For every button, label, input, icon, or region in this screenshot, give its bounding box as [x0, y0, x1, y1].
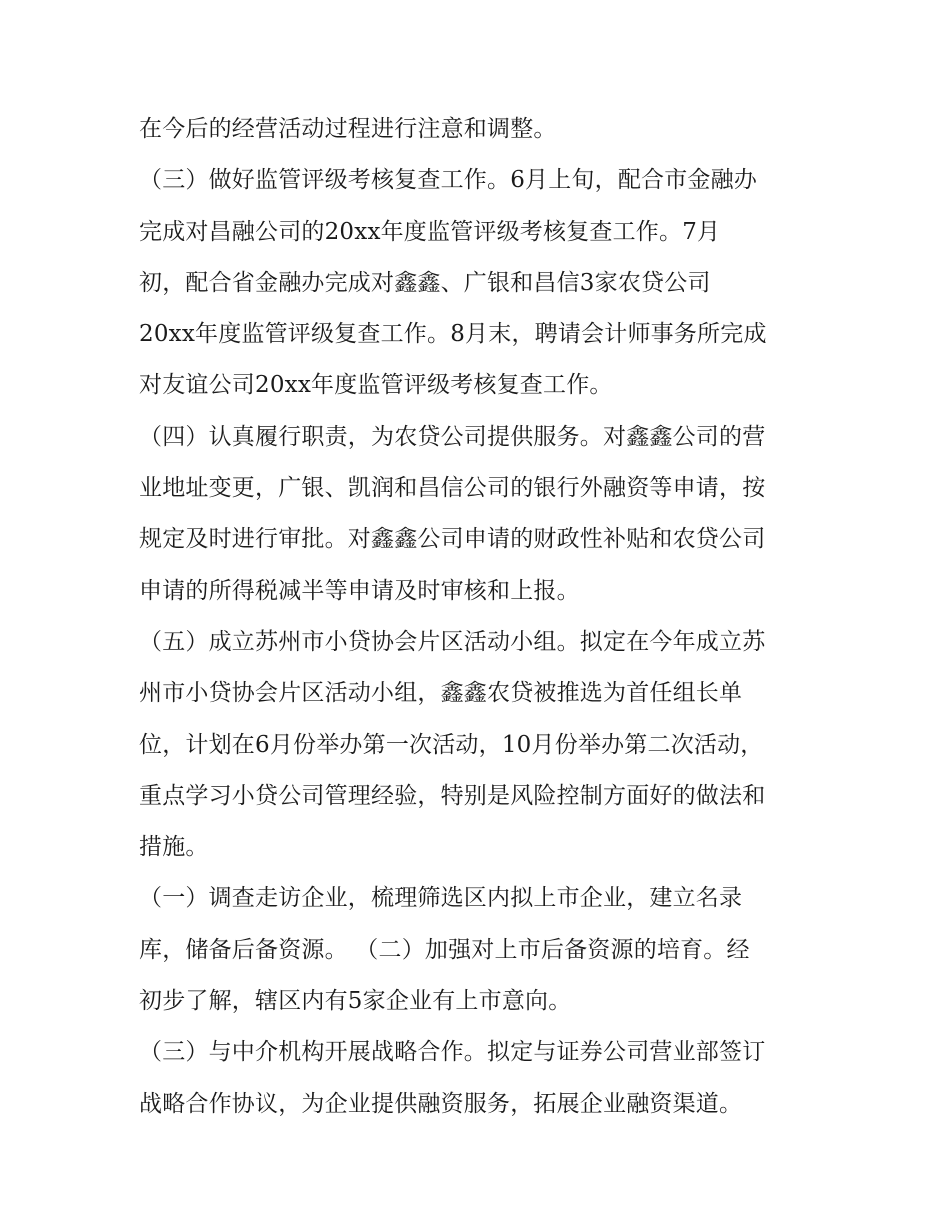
text-line: （三）与中介机构开展战略合作。拟定与证券公司营业部签订: [139, 1039, 766, 1066]
text-line: 初步了解，辖区内有5家企业有上市意向。: [139, 988, 572, 1015]
text-line: 在今后的经营活动过程进行注意和调整。: [139, 116, 557, 142]
text-line: 州市小贷协会片区活动小组，鑫鑫农贷被推选为首任组长单: [139, 680, 743, 707]
text-line: 重点学习小贷公司管理经验，特别是风险控制方面好的做法和: [139, 782, 766, 809]
text-line: （三）做好监管评级考核复查工作。6月上旬，配合市金融办: [139, 167, 758, 194]
text-line: 措施。: [139, 834, 209, 861]
text-line: 战略合作协议，为企业提供融资服务，拓展企业融资渠道。: [139, 1090, 743, 1117]
text-line: （一）调查走访企业，梳理筛选区内拟上市企业，建立名录: [139, 885, 743, 912]
text-line: 20xx年度监管评级复查工作。8月末，聘请会计师事务所完成: [139, 321, 767, 348]
document-body: [139, 108, 829, 1134]
text-line: 对友谊公司20xx年度监管评级考核复查工作。: [139, 372, 613, 399]
text-line: 业地址变更，广银、凯润和昌信公司的银行外融资等申请，按: [139, 475, 766, 502]
text-line: 规定及时进行审批。对鑫鑫公司申请的财政性补贴和农贷公司: [139, 526, 766, 553]
text-line: （五）成立苏州市小贷协会片区活动小组。拟定在今年成立苏: [139, 628, 766, 655]
text-line: 初，配合省金融办完成对鑫鑫、广银和昌信3家农贷公司: [139, 269, 711, 296]
text-line: 申请的所得税减半等申请及时审核和上报。: [139, 577, 580, 604]
text-line: （四）认真履行职责，为农贷公司提供服务。对鑫鑫公司的营: [139, 423, 766, 450]
text-line: 库，储备后备资源。 （二）加强对上市后备资源的培育。经: [139, 936, 750, 963]
text-line: 位，计划在6月份举办第一次活动，10月份举办第二次活动，: [139, 731, 764, 758]
text-line: 完成对昌融公司的20xx年度监管评级考核复查工作。7月: [139, 218, 721, 245]
